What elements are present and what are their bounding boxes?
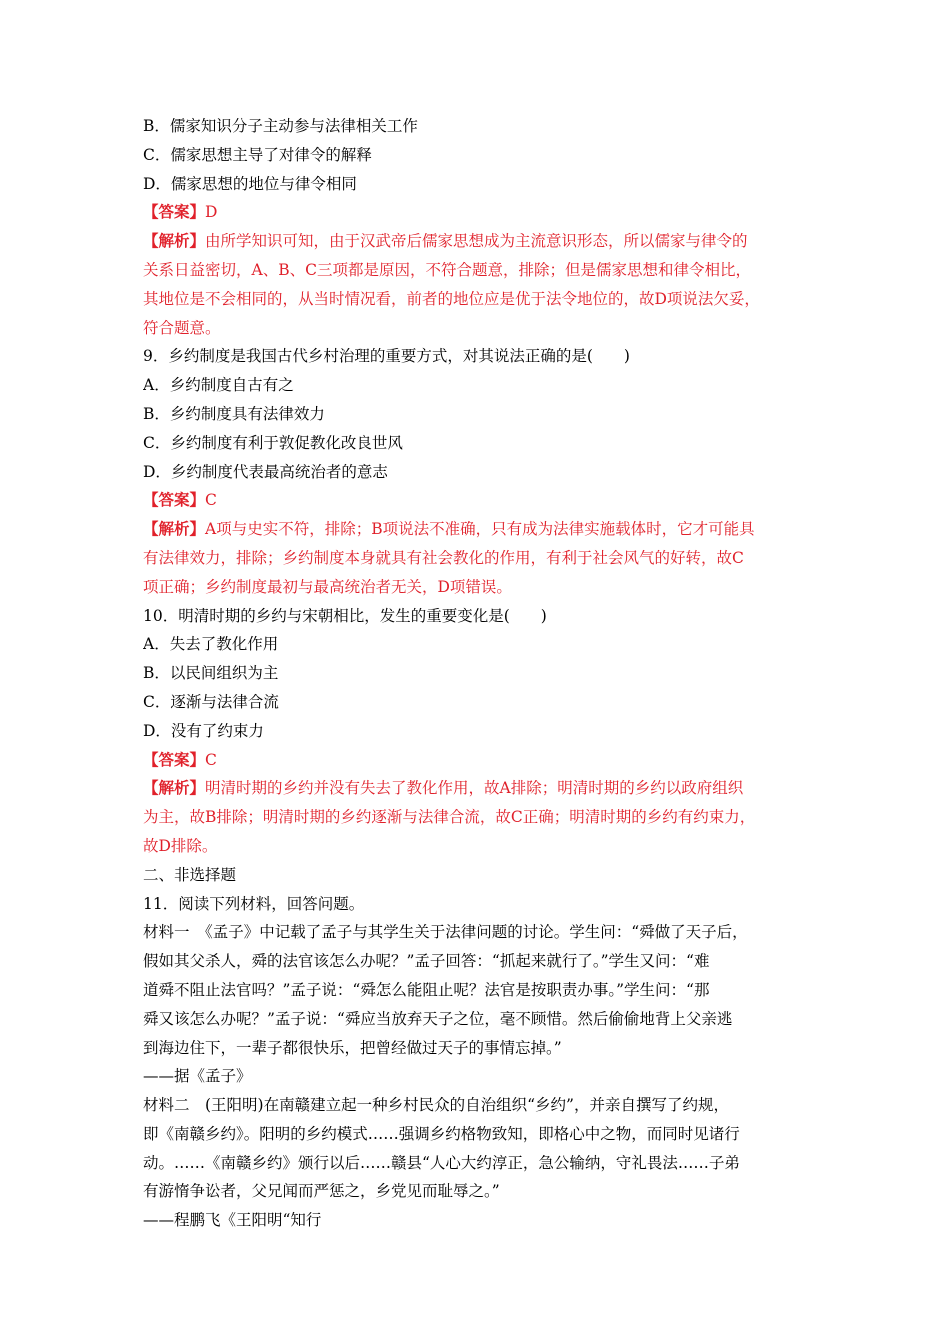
answer-value: C (205, 750, 217, 769)
material-one-line: 材料一 《孟子》中记载了孟子与其学生关于法律问题的讨论。学生问：“舜做了天子后， (143, 923, 748, 942)
q8-analysis-line (143, 227, 813, 256)
answer-value: C (205, 491, 217, 510)
q10-analysis-line: 故D排除。 (143, 836, 218, 855)
material-one-line: 假如其父杀人，舜的法官该怎么办呢？”孟子回答：“抓起来就行了。”学生又问：“难 (143, 952, 710, 971)
q10-option-c: C．逐渐与法律合流 (143, 692, 279, 711)
q10-answer (143, 746, 813, 775)
q10-option-a: A．失去了教化作用 (143, 635, 279, 654)
material-two-line: 有游惰争讼者，父兄闻而严惩之，乡党见而耻辱之。” (143, 1182, 500, 1201)
analysis-text: A项与史实不符，排除；B项说法不准确，只有成为法律实施载体时，它才可能具 (205, 520, 755, 539)
q8-analysis-line: 其地位是不会相同的，从当时情况看，前者的地位应是优于法令地位的，故D项说法欠妥， (143, 289, 760, 308)
answer-tag: 【答案】 (143, 749, 206, 769)
q9-option-d: D．乡约制度代表最高统治者的意志 (143, 462, 388, 481)
q10-stem: 10．明清时期的乡约与宋朝相比，发生的重要变化是( ) (143, 606, 547, 625)
q9-analysis-line (143, 515, 813, 544)
q9-option-b: B．乡约制度具有法律效力 (143, 404, 325, 423)
q8-option-c: C．儒家思想主导了对律令的解释 (143, 145, 372, 164)
analysis-tag: 【解析】 (143, 231, 206, 251)
q9-answer (143, 486, 813, 515)
document-page (143, 112, 813, 1235)
material-two-line: 材料二 (王阳明)在南赣建立起一种乡村民众的自治组织“乡约”，并亲自撰写了约规， (143, 1096, 729, 1115)
material-one-source: ——据《孟子》 (143, 1067, 252, 1086)
answer-tag: 【答案】 (143, 202, 206, 222)
q10-option-b: B．以民间组织为主 (143, 664, 279, 683)
q11-stem: 11．阅读下列材料，回答问题。 (143, 894, 365, 913)
q9-stem: 9．乡约制度是我国古代乡村治理的重要方式，对其说法正确的是( ) (143, 347, 630, 366)
q8-option-d: D．儒家思想的地位与律令相同 (143, 174, 357, 193)
q8-analysis-line: 关系日益密切，A、B、C三项都是原因，不符合题意，排除；但是儒家思想和律令相比， (143, 260, 751, 279)
material-one-line: 到海边住下，一辈子都很快乐，把曾经做过天子的事情忘掉。” (143, 1038, 562, 1057)
analysis-tag: 【解析】 (143, 778, 206, 798)
material-two-line: 即《南赣乡约》。阳明的乡约模式……强调乡约格物致知，即格心中之物，而同时见诸行 (143, 1124, 740, 1143)
q9-analysis-line: 项正确；乡约制度最初与最高统治者无关，D项错误。 (143, 577, 512, 596)
q9-analysis-line: 有法律效力，排除；乡约制度本身就具有社会教化的作用，有利于社会风气的好转，故C (143, 548, 744, 567)
q10-option-d: D．没有了约束力 (143, 721, 264, 740)
section-heading: 二、非选择题 (143, 865, 237, 884)
q8-answer (143, 198, 813, 227)
analysis-text: 由所学知识可知，由于汉武帝后儒家思想成为主流意识形态，所以儒家与律令的 (205, 232, 748, 251)
q8-option-b: B．儒家知识分子主动参与法律相关工作 (143, 117, 418, 135)
answer-tag: 【答案】 (143, 490, 206, 510)
q8-analysis-line: 符合题意。 (143, 318, 221, 337)
q9-option-a: A．乡约制度自古有之 (143, 376, 294, 395)
analysis-tag: 【解析】 (143, 519, 206, 539)
answer-value: D (205, 203, 218, 222)
q10-analysis-line: 为主，故B排除；明清时期的乡约逐渐与法律合流，故C正确；明清时期的乡约有约束力， (143, 808, 756, 827)
material-one-line: 道舜不阻止法官吗？”孟子说：“舜怎么能阻止呢？法官是按职责办事。”学生问：“那 (143, 980, 710, 999)
analysis-text: 明清时期的乡约并没有失去了教化作用，故A排除；明清时期的乡约以政府组织 (205, 779, 744, 798)
q10-analysis-line (143, 774, 813, 803)
material-two-source: ——程鹏飞《王阳明“知行 (143, 1211, 322, 1230)
material-one-line: 舜又该怎么办呢？”孟子说：“舜应当放弃天子之位，毫不顾惜。然后偷偷地背上父亲逃 (143, 1009, 733, 1028)
q9-option-c: C．乡约制度有利于敦促教化改良世风 (143, 433, 403, 452)
material-two-line: 动。……《南赣乡约》颁行以后……赣县“人心大约淳正，急公输纳，守礼畏法……子弟 (143, 1153, 740, 1172)
